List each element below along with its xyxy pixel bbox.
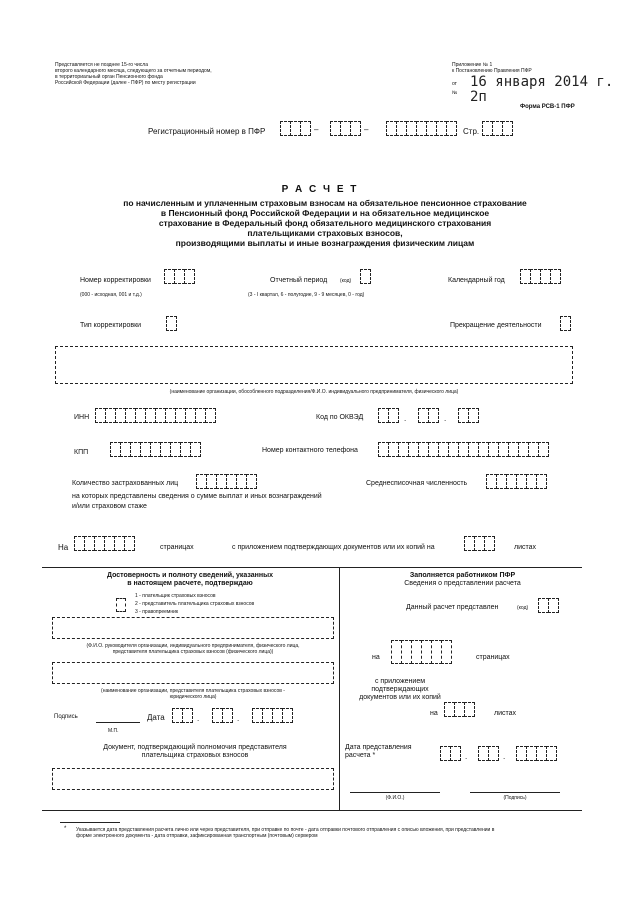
correction-hint: (000 - исходная, 001 и т.д.) [80,292,142,298]
input-cell[interactable] [446,121,457,136]
input-cell[interactable] [184,269,195,284]
input-cell[interactable] [124,536,135,551]
input-cell[interactable] [484,536,495,551]
subtitle-line: плательщиками страховых взносов, [247,228,403,238]
subtitle-line: страхование в Федеральный фонд обязательного медицинского страхования [158,218,492,228]
attachments-label: с приложением подтверждающих документов или их копий на [232,544,435,551]
form-subtitle [60,198,590,248]
input-cell[interactable] [205,408,216,423]
confirmer-fio-caption [52,643,334,655]
pages-cells[interactable] [74,536,134,551]
handwritten-number: 2п [470,89,487,105]
input-cell[interactable] [246,474,257,489]
input-cell[interactable] [464,702,475,717]
submission-note-line: Российской Федерации (далее - ПФР) по месту регистрации [55,80,196,86]
kpp-cells[interactable] [110,442,200,457]
period-hint: (3 - I квартал, 6 - полугодие, 9 - 9 месяцев, 0 - год) [248,292,365,298]
input-cell[interactable] [488,746,499,761]
footnote-line: форме электронного документа - дата отправки, зафиксированная транспортным (почтовым) сервером [76,833,318,839]
submission-date-line: Дата представления [345,744,412,751]
pfr-signature-caption: (Подпись) [503,795,527,801]
attachment-sheets-cells[interactable] [464,536,494,551]
attach-line: документов или их копий [359,694,441,701]
okved-label: Код по ОКВЭД [316,414,364,421]
dot-separator: . [197,714,200,723]
input-cell[interactable] [450,746,461,761]
footnote-mark: * [64,826,67,832]
panel-top-border [42,567,582,568]
input-cell[interactable] [222,708,233,723]
submission-date-label [345,744,412,760]
dot-separator: . [465,752,468,761]
appendix-note [452,62,532,74]
subtitle-line: производящими выплаты и иные вознаграждения физическим лицам [175,238,475,248]
submission-day-cells[interactable] [440,746,460,761]
input-cell[interactable] [190,442,201,457]
caption-line: представителя плательщика страховых взносов (физического лица)) [112,649,274,655]
correction-type-cells[interactable] [166,316,176,331]
subtitle-line: в Пенсионный фонд Российской Федерации и на обязательное медицинское [160,208,490,218]
appendix-line: Приложение № 1 [452,62,493,68]
footnote-line: Указывается дата представления расчета лично или через представителя, при отправке по почте - дата отправки почтового отправления с описью вложения, при представлении в [76,827,495,833]
submission-note-line: в территориальный орган Пенсионного фонда [55,74,163,80]
inn-cells[interactable] [95,408,215,423]
authority-document-box[interactable] [52,768,334,790]
dash-separator: – [314,125,319,134]
input-cell[interactable] [428,408,439,423]
appendix-line: к Постановлению Правления ПФР [452,68,532,74]
right-panel-title-line: Сведения о представлении расчета [404,580,521,587]
panel-divider [339,567,340,810]
dot-separator: . [237,714,240,723]
submission-month-cells[interactable] [478,746,498,761]
phone-label: Номер контактного телефона [262,447,358,454]
submitted-label: Данный расчет представлен [406,604,499,611]
input-cell[interactable] [538,442,549,457]
right-pages-label: страницах [476,654,510,661]
date-label: Дата [147,713,165,722]
confirmer-type-cell[interactable] [116,598,125,612]
correction-number-cells[interactable] [164,269,194,284]
submission-date-line: расчета * [345,752,376,759]
phone-cells[interactable] [378,442,548,457]
input-cell[interactable] [502,121,513,136]
left-panel-title [50,572,330,588]
authority-document-label [70,744,320,760]
attach-line: подтверждающих [371,686,429,693]
representative-org-box[interactable] [52,662,334,684]
left-panel-title-line: Достоверность и полноту сведений, указанных [107,572,273,579]
option-representative: 2 - представитель плательщика страховых взносов [135,601,255,607]
input-cell[interactable] [166,316,177,331]
pfr-fio-caption: (Ф.И.О.) [385,795,405,801]
page-number-cells[interactable] [482,121,512,136]
caption-line: (Ф.И.О. руководителя организации, индивидуального предпринимателя, физического лица, [86,643,300,649]
correction-number-label: Номер корректировки [80,277,151,284]
input-cell[interactable] [388,408,399,423]
input-cell[interactable] [548,598,559,613]
footnote-text [76,827,586,839]
authority-label-line: плательщика страховых взносов [141,752,249,759]
average-headcount-label: Среднесписочная численность [366,480,468,487]
input-cell[interactable] [546,746,557,761]
dot-separator: . [404,414,407,423]
okved-cells-2[interactable] [418,408,438,423]
termination-label: Прекращение деятельности [450,322,542,329]
authority-label-line: Документ, подтверждающий полномочия представителя [103,744,287,751]
submission-year-cells[interactable] [516,746,556,761]
kpp-label: КПП [74,449,89,456]
organization-name-caption: (наименование организации, обособленного подразделения/Ф.И.О. индивидуального предпринимателя, физического лица) [169,389,459,395]
correction-type-label: Тип корректировки [80,322,142,329]
confirm-year-cells[interactable] [252,708,292,723]
signature-label: Подпись [54,714,78,720]
insured-count-label: Количество застрахованных лиц [72,480,179,487]
form-name: Форма РСВ-1 ПФР [520,104,575,110]
input-cell[interactable] [360,269,371,284]
year-label: Календарный год [448,277,505,284]
option-payer: 1 - плательщик страховых взносов [135,593,216,599]
right-panel-title [345,572,580,588]
right-panel-title-line: Заполняется работником ПФР [409,572,516,579]
dash-separator: – [364,125,369,134]
right-attachments-label [345,678,455,702]
input-cell[interactable] [182,708,193,723]
pfr-fio-line[interactable] [350,792,440,793]
organization-name-box[interactable] [55,346,573,384]
submission-note [55,62,275,86]
form-title: Р А С Ч Е Т [281,184,359,195]
sheets-label: листах [514,544,537,551]
insured-count-label-3: и/или страховом стаже [72,503,147,510]
right-pages-cells[interactable] [391,640,451,664]
okved-cells-3[interactable] [458,408,478,423]
input-cell[interactable] [536,474,547,489]
right-sheets-cells[interactable] [444,702,474,717]
handwritten-date: 16 января 2014 г. [470,74,614,90]
confirm-day-cells[interactable] [172,708,192,723]
okved-cells-1[interactable] [378,408,398,423]
inn-label: ИНН [74,414,90,421]
caption-line: (наименование организации, представителя плательщика страховых взносов - [101,688,285,694]
right-sheets-label: листах [494,710,517,717]
submission-note-line: второго календарного месяца, следующего за отчетным периодом, [55,68,212,74]
year-cells[interactable] [520,269,560,284]
insured-count-cells[interactable] [196,474,256,489]
signature-line[interactable] [96,722,140,723]
average-headcount-cells[interactable] [486,474,546,489]
right-attach-on-label: на [430,710,438,717]
reg-number-label: Регистрационный номер в ПФР [148,127,266,136]
right-on-label: на [372,654,380,661]
on-label: На [58,543,69,552]
panel-bottom-border [42,810,582,811]
subtitle-line: по начисленным и уплаченным страховым взносам на обязательное пенсионное страхование [123,198,527,208]
input-cell[interactable] [350,121,361,136]
period-label: Отчетный период [270,277,328,284]
period-cells[interactable] [360,269,370,284]
dot-separator: . [444,414,447,423]
attach-line: с приложением [374,678,426,685]
caption-line: юридического лица) [169,694,217,700]
reg-number-cells-1[interactable] [280,121,310,136]
reg-number-cells-2[interactable] [330,121,360,136]
submitted-code: (код) [517,605,529,611]
footnote-rule [60,822,120,823]
period-code: (код) [340,278,352,284]
stamp-place: М.П. [108,728,119,734]
submission-method-cells[interactable] [538,598,558,613]
insured-count-label-2: на которых представлены сведения о сумме выплат и иных вознаграждений [72,493,322,500]
termination-cells[interactable] [560,316,570,331]
number-prefix: № [452,90,458,96]
input-cell[interactable] [468,408,479,423]
confirmer-fio-box[interactable] [52,617,334,639]
input-cell[interactable] [441,640,452,664]
pfr-signature-line[interactable] [470,792,560,793]
reg-number-cells-3[interactable] [386,121,456,136]
input-cell[interactable] [116,598,126,612]
page-label: Стр. [463,127,480,136]
left-panel-title-line: в настоящем расчете, подтверждаю [127,580,253,587]
representative-org-caption [52,688,334,700]
pages-label: страницах [160,544,194,551]
input-cell[interactable] [282,708,293,723]
submission-note-line: Представляется не позднее 15-го числа [55,62,148,68]
dot-separator: . [503,752,506,761]
input-cell[interactable] [550,269,561,284]
option-successor: 3 - правопреемник [135,609,179,615]
input-cell[interactable] [560,316,571,331]
input-cell[interactable] [300,121,311,136]
date-prefix: от [452,81,457,87]
confirm-month-cells[interactable] [212,708,232,723]
